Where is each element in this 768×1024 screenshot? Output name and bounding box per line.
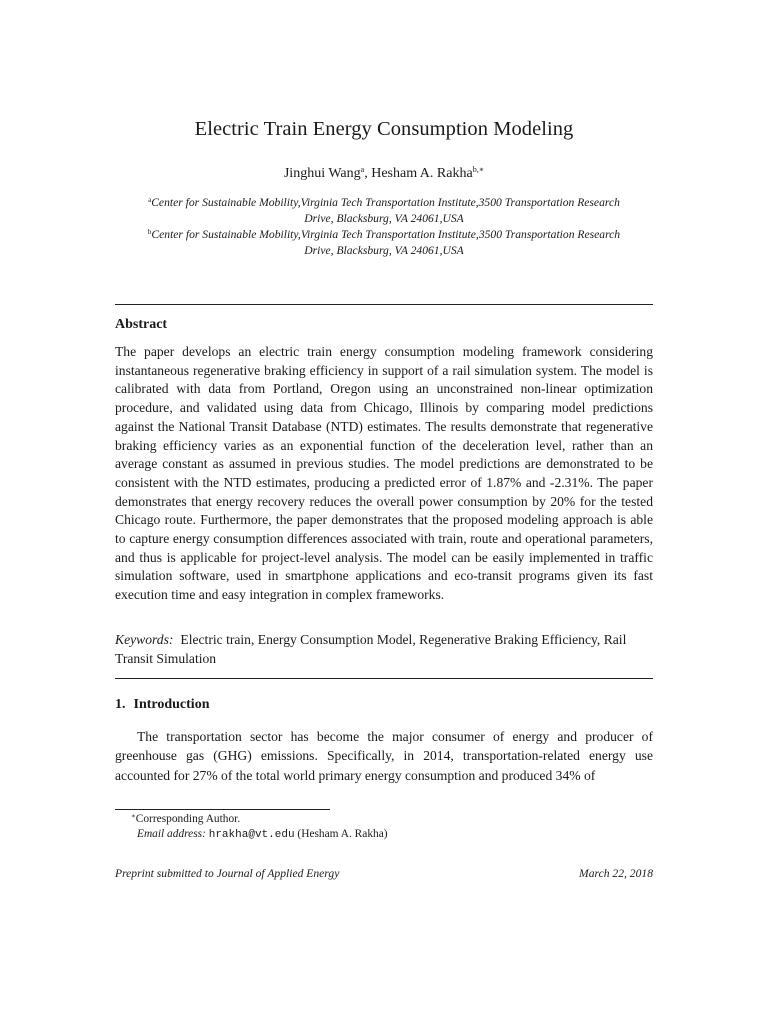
email-address[interactable]: hrakha@vt.edu <box>208 829 295 841</box>
affiliation-mark: a <box>148 196 152 204</box>
affiliation-line: Drive, Blacksburg, VA 24061,USA <box>304 244 464 257</box>
email-label: Email address: <box>137 828 206 840</box>
author-name: Hesham A. Rakha <box>371 166 473 181</box>
footer-date: March 22, 2018 <box>579 867 653 880</box>
author-list <box>0 166 768 182</box>
abstract-bottom-rule <box>115 678 653 679</box>
abstract-text: The paper develops an electric train energy consumption modeling framework considering instantaneous regenerative braking efficiency in support of a rail simulation system. The model is calibrated with data from Portland, Oregon using an unconstrained non-linear optimization procedure, and validated using data from Chicago, Illinois by comparing model predictions against the National Transit Database (NTD) estimates. The results demonstrate that regenerative braking efficiency varies as an exponential function of the deceleration level, rather than an average constant as assumed in previous studies. The model predictions are demonstrated to be consistent with the NTD estimates, producing a predicted error of 1.87% and -2.31%. The paper demonstrates that energy recovery reduces the overall power consumption by 20% for the tested Chicago route. Furthermore, the paper demonstrates that the proposed modeling approach is able to capture energy consumption differences associated with train, route and operational parameters, and thus is applicable for project-level analysis. The model can be easily implemented in traffic simulation software, used in smartphone applications and eco-transit programs given its fast execution time and easy integration in complex frameworks. <box>115 344 653 603</box>
affiliation-line: Drive, Blacksburg, VA 24061,USA <box>304 212 464 225</box>
page-footer <box>115 867 653 880</box>
email-owner: (Hesham A. Rakha) <box>297 828 388 840</box>
abstract-heading: Abstract <box>115 317 168 332</box>
section-title: Introduction <box>133 697 210 712</box>
footnote-mark: ∗ <box>131 812 136 820</box>
paper-title: Electric Train Energy Consumption Modeling <box>194 118 574 140</box>
keywords-label: Keywords: <box>115 632 174 647</box>
footnote-rule <box>115 809 330 810</box>
affiliation-mark: b <box>147 228 152 236</box>
affiliation-a <box>115 195 653 227</box>
introduction-text: The transportation sector has become the major consumer of energy and producer of greenhouse gas (GHG) emissions. Specifically, in 2014, transportation-related energy use accounted for 27% of the total world primary energy consumption and produced 34% of <box>115 729 653 783</box>
footnote-email <box>137 827 388 843</box>
author-affiliation-mark: b,∗ <box>472 165 485 174</box>
section-number: 1. <box>115 697 126 712</box>
author-affiliation-mark: a <box>360 165 365 174</box>
author-name: Jinghui Wang <box>283 166 361 181</box>
keywords <box>115 630 653 668</box>
footnote-text: Corresponding Author. <box>135 813 241 825</box>
footnote-corresponding <box>131 812 240 827</box>
affiliation-line: Center for Sustainable Mobility,Virginia Tech Transportation Institute,3500 Transportation Research <box>151 228 621 241</box>
keywords-text: Electric train, Energy Consumption Model, Regenerative Braking Efficiency, Rail Transit Simulation <box>115 632 627 666</box>
author-separator: , <box>364 166 372 181</box>
affiliation-b <box>115 227 653 259</box>
section-heading-introduction <box>115 697 209 713</box>
abstract-top-rule <box>115 304 653 305</box>
affiliation-line: Center for Sustainable Mobility,Virginia Tech Transportation Institute,3500 Transportation Research <box>151 196 620 209</box>
footer-journal: Preprint submitted to Journal of Applied Energy <box>115 867 340 880</box>
